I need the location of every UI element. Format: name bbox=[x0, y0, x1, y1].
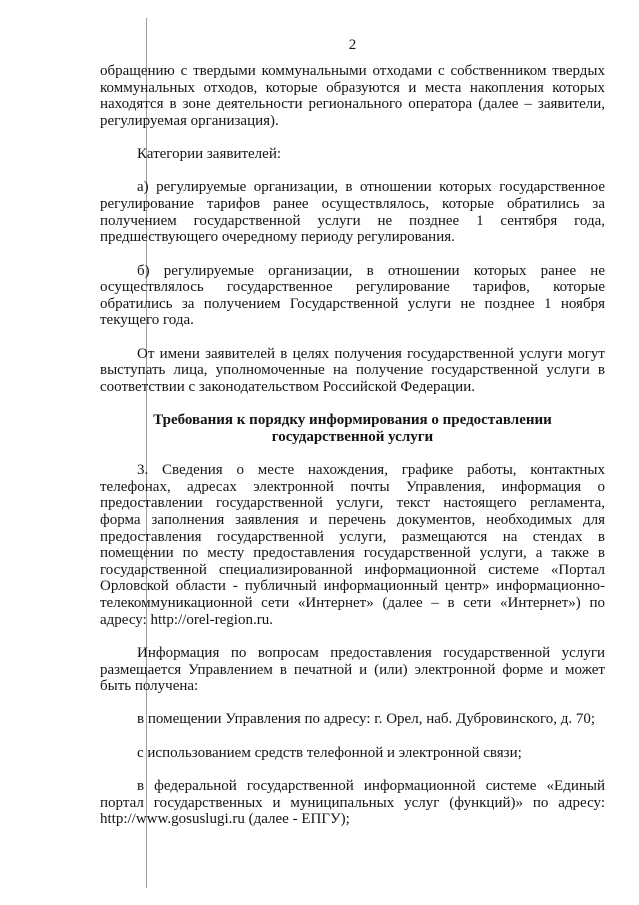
paragraph-spacer bbox=[100, 695, 605, 712]
paragraph-spacer bbox=[100, 445, 605, 462]
text-line: соответствии с законодательством Российской Федерации. bbox=[100, 378, 475, 395]
text-line: в федеральной государственной информационной системе «Единый bbox=[137, 777, 605, 794]
heading-line: Требования к порядку информирования о предоставлении bbox=[153, 412, 552, 429]
text-line: адресу: http://orel-region.ru. bbox=[100, 611, 273, 628]
text-line: б) регулируемые организации, в отношении которых ранее не bbox=[137, 262, 605, 279]
text-line: помещении по месту предоставления государственной услуги, а также в bbox=[100, 545, 605, 562]
applicant-categories-label bbox=[100, 146, 605, 163]
text-line: а) регулируемые организации, в отношении которых государственное bbox=[137, 179, 605, 196]
paragraph-spacer bbox=[100, 761, 605, 778]
text-line: телекоммуникационной сети «Интернет» (далее – в сети «Интернет») по bbox=[100, 595, 605, 611]
office-address-item bbox=[100, 711, 605, 728]
representatives-paragraph bbox=[100, 346, 605, 396]
phone-electronic-item bbox=[100, 745, 605, 762]
text-line: 3. Сведения о месте нахождения, графике работы, контактных bbox=[137, 462, 605, 478]
information-sources-paragraph bbox=[100, 462, 605, 628]
text-line: Информация по вопросам предоставления государственной услуги bbox=[137, 644, 605, 661]
text-line: предоставлении государственной услуги, текст настоящего регламента, bbox=[100, 495, 605, 512]
information-placement-paragraph bbox=[100, 645, 605, 695]
text-line: выступать лица, уполномоченные на получение государственной услуги в bbox=[100, 362, 605, 379]
paragraph-spacer bbox=[100, 130, 605, 147]
paragraph-continuation bbox=[100, 63, 605, 130]
text-line: предшествующего очередному периоду регулирования. bbox=[100, 229, 455, 246]
paragraph-spacer bbox=[100, 728, 605, 745]
text-line: предоставления государственной услуги, размещаются на стендах в bbox=[100, 528, 605, 545]
document-body bbox=[100, 63, 605, 828]
text-line: быть получена: bbox=[100, 678, 199, 695]
text-line: регулируемая организация). bbox=[100, 112, 279, 129]
text-line: получением государственной услуги не позднее 1 сентября года, bbox=[100, 212, 605, 229]
text-line: коммунальных отходов, которые образуются и места накопления которых bbox=[100, 79, 605, 96]
heading-line: государственной услуги bbox=[271, 428, 434, 445]
text-line: регулирование тарифов ранее осуществлялось, которые обратились за bbox=[100, 196, 605, 212]
paragraph-spacer bbox=[100, 396, 605, 413]
text-line: обратились за получением Государственной услуги не позднее 1 ноября bbox=[100, 295, 605, 312]
text-line: Категории заявителей: bbox=[137, 146, 282, 163]
text-line: в помещении Управления по адресу: г. Орел, наб. Дубровинского, д. 70; bbox=[137, 711, 596, 728]
text-line: Орловской области - публичный информационный центр» информационно- bbox=[100, 578, 605, 595]
text-line: находятся в зоне деятельности регионального оператора (далее – заявители, bbox=[100, 96, 605, 113]
paragraph-spacer bbox=[100, 628, 605, 645]
text-line: осуществлялось государственное регулирование тарифов, которые bbox=[100, 279, 605, 296]
text-line: От имени заявителей в целях получения государственной услуги могут bbox=[137, 345, 605, 362]
text-line: размещается Управлением в печатной и (или) электронной форме и может bbox=[100, 661, 605, 678]
category-b-paragraph bbox=[100, 263, 605, 330]
paragraph-spacer bbox=[100, 163, 605, 180]
page-number: 2 bbox=[348, 37, 357, 53]
category-a-paragraph bbox=[100, 179, 605, 246]
federal-portal-item bbox=[100, 778, 605, 828]
text-line: телефонах, адресах электронной почты Управления, информация о bbox=[100, 478, 605, 495]
paragraph-spacer bbox=[100, 329, 605, 346]
text-line: государственной специализированной информационной системе «Портал bbox=[100, 561, 605, 578]
text-line: текущего года. bbox=[100, 312, 194, 329]
section-heading bbox=[100, 412, 605, 445]
text-line: форма заполнения заявления и перечень документов, необходимых для bbox=[100, 511, 605, 528]
text-line: портал государственных и муниципальных услуг (функций)» по адресу: bbox=[100, 794, 605, 811]
text-line: http://www.gosuslugi.ru (далее - ЕПГУ); bbox=[100, 811, 350, 828]
paragraph-spacer bbox=[100, 246, 605, 263]
text-line: обращению с твердыми коммунальными отходами с собственником твердых bbox=[100, 63, 605, 79]
text-line: с использованием средств телефонной и электронной связи; bbox=[137, 744, 522, 761]
